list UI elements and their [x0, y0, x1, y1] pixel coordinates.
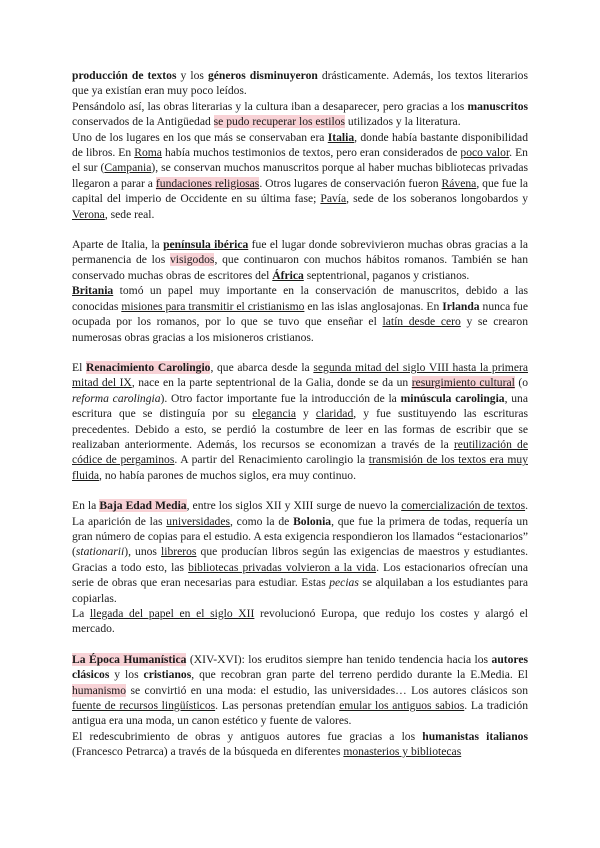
text-segment: Britania	[72, 284, 114, 298]
text-segment: Aparte de Italia, la	[72, 238, 164, 252]
text-segment: nunca fue ocupada por los romanos, por lo que se tuvo que enseñar el	[72, 299, 528, 329]
text-segment: stationarii	[75, 545, 125, 559]
text-segment: Bolonia	[293, 514, 332, 528]
paragraph-p5	[72, 283, 528, 345]
text-segment: Rávena	[441, 176, 477, 190]
text-segment: El redescubrimiento de obras y antiguos autores fue gracias a los	[72, 729, 423, 743]
text-segment: se pudo recuperar los estilos	[213, 115, 346, 129]
text-segment: ), unos	[124, 545, 162, 559]
text-segment: cristianos	[143, 668, 192, 682]
text-segment: , que abarca desde la	[210, 360, 314, 374]
text-segment: elegancia	[252, 407, 296, 421]
text-segment: emular los antiguos sabios	[339, 699, 465, 713]
text-segment: manuscritos	[467, 99, 528, 113]
text-segment: (	[514, 376, 523, 390]
text-segment: comercialización de textos	[401, 499, 526, 513]
text-segment: , que fue la capital del imperio de Occidente en su última fase;	[72, 176, 528, 206]
text-segment: reforma carolingia	[72, 391, 161, 405]
text-segment: se alquilaban a los estudiantes para copiarlas.	[72, 576, 528, 605]
paragraph-p2	[72, 99, 528, 130]
paragraph-gap	[72, 637, 528, 652]
text-segment: pecias	[329, 576, 359, 590]
document-page	[72, 68, 528, 760]
text-segment: humanistas italianos	[422, 729, 528, 743]
text-segment: que producían libros según las exigencias de maestros y estudiantes. Gracias a todo esto, las	[72, 545, 528, 574]
paragraph-p4	[72, 237, 528, 283]
text-segment: se convirtió en una moda: el estudio, las universidades… Los autores clásicos son	[126, 683, 528, 697]
text-segment: resurgimiento cultural	[411, 376, 515, 390]
text-segment: . La aparición de las	[72, 499, 528, 528]
text-segment: fundaciones religiosas	[155, 176, 260, 190]
paragraph-gap	[72, 222, 528, 237]
text-segment: revolucionó Europa, que redujo los costes y alargó el mercado.	[72, 607, 529, 636]
text-segment: conservados de la Antigüedad	[72, 115, 214, 129]
text-segment: bibliotecas privadas volvieron a la vida	[188, 560, 377, 574]
text-segment: . A partir del Renacimiento carolingio la	[174, 453, 369, 467]
text-segment: septentrional, paganos y cristianos.	[303, 268, 470, 282]
text-segment: , una escritura que se distinguía por su	[72, 391, 528, 421]
text-segment: tomó un papel muy importante en la conservación de manuscritos, debido a las conocidas	[72, 284, 528, 313]
paragraph-p7	[72, 498, 528, 606]
text-segment: reutilización de códice de pergaminos	[72, 437, 528, 467]
paragraph-p8	[72, 606, 528, 637]
text-segment: Italia	[327, 130, 355, 144]
text-segment: Uno de los lugares en los que más se conservaban era	[72, 130, 328, 144]
text-segment: , como la de	[230, 514, 294, 528]
text-segment: fue el lugar donde sobrevivieron muchas obras gracias a la permanencia de los	[72, 238, 528, 267]
text-segment: (XIV-XVI): los eruditos siempre han tenido tendencia hacia los	[186, 652, 492, 666]
text-segment: producción de textos	[72, 69, 177, 82]
text-segment: Verona	[72, 207, 105, 221]
text-segment: y los	[109, 668, 144, 682]
text-segment: , no había parones de muchos siglos, era muy continuo.	[99, 468, 356, 482]
paragraph-p1	[72, 68, 528, 99]
text-segment: universidades	[166, 514, 231, 528]
text-segment: fuente de recursos lingüísticos	[72, 699, 216, 713]
text-segment: géneros disminuyeron	[207, 69, 318, 82]
text-segment: humanismo	[72, 683, 127, 697]
text-segment: y se crearon numerosas obras gracias a los misioneros cristianos.	[72, 315, 529, 344]
text-segment: poco valor	[460, 146, 510, 160]
text-segment: . En el sur (	[72, 146, 528, 175]
text-segment: . Las personas pretendían	[215, 699, 340, 713]
text-segment: Renacimiento Carolingio	[85, 360, 211, 374]
text-segment: , que continuaron con muchos hábitos romanos. También se han conservado muchas obras de escritores del	[72, 253, 529, 282]
text-segment: Roma	[134, 146, 162, 160]
text-segment: ), se conservan muchos manuscritos porque al haber muchas bibliotecas privadas llegaron a parar a	[72, 161, 528, 190]
text-segment: (Francesco Petrarca) a través de la búsqueda en diferentes	[72, 745, 344, 759]
text-segment: había muchos testimonios de textos, pero eran considerados de	[161, 146, 461, 160]
text-segment: o	[522, 376, 528, 390]
text-segment: autores clásicos	[72, 652, 529, 682]
text-segment: . Otros lugares de conservación fueron	[259, 176, 442, 190]
text-segment: Baja Edad Media	[99, 499, 187, 513]
text-segment: monasterios y bibliotecas	[343, 745, 462, 759]
text-segment: segunda mitad del siglo VIII hasta la primera mitad del IX	[72, 360, 528, 390]
paragraph-p3	[72, 130, 528, 222]
text-segment: llegada del papel en el siglo XII	[89, 607, 255, 620]
text-segment: , nace en la parte septentrional de la Galia, donde se da un	[131, 376, 412, 390]
text-segment: Pensándolo así, las obras literarias y la cultura iban a desaparecer, pero gracias a los	[72, 99, 468, 113]
text-segment: y	[295, 407, 316, 421]
text-segment: , que fue la primera de todas, requería un gran número de copias para el estudio. A esta exigencia respondieron los llamados “estacionarios” (	[72, 514, 528, 559]
text-segment: . La tradición antigua era una moda, un canon estético y fuente de valores.	[72, 699, 529, 728]
text-segment: , donde había bastante disponibilidad de libros. En	[72, 130, 528, 160]
text-segment: latín desde cero	[382, 315, 461, 329]
text-segment: , que recobran gran parte del terreno perdido durante la E.Media. El	[191, 668, 528, 682]
text-segment: península ibérica	[163, 238, 249, 252]
text-segment: El	[72, 360, 86, 374]
text-segment: transmisión de los textos era muy fluida	[72, 453, 528, 482]
text-segment: , y fue sustituyendo las escrituras precedentes. Debido a esto, se perdió la costumbre de leer en las formas de escribir que se realizaban anteriormente. Además, los recursos se economizan a través de la	[72, 407, 528, 451]
paragraph-p6	[72, 360, 528, 483]
text-segment: drásticamente. Además, los textos literarios que ya existían eran muy poco leídos.	[72, 69, 528, 98]
text-segment: ). Otro factor importante fue la introducción de la	[160, 391, 401, 405]
text-segment: África	[272, 268, 304, 282]
paragraph-gap	[72, 483, 528, 498]
text-segment: En la	[72, 499, 100, 513]
text-segment: en las islas anglosajonas. En	[304, 299, 443, 313]
paragraph-p9	[72, 652, 528, 729]
text-segment: minúscula carolingia	[400, 391, 505, 405]
text-segment: , sede real.	[104, 207, 155, 221]
paragraph-p10	[72, 729, 528, 760]
text-segment: y los	[176, 69, 208, 82]
text-segment: La Época Humanística	[72, 652, 187, 666]
text-segment: Pavía	[320, 192, 347, 206]
text-segment: misiones para transmitir el cristianismo	[121, 299, 305, 313]
text-segment: La	[72, 607, 90, 620]
paragraph-gap	[72, 345, 528, 360]
text-segment: , entre los siglos XII y XIII surge de nuevo la	[186, 499, 402, 513]
text-segment: Irlanda	[442, 299, 480, 313]
text-segment: Campania	[104, 161, 152, 175]
text-segment: visigodos	[169, 253, 215, 267]
text-segment: , sede de los soberanos longobardos y	[346, 192, 529, 206]
text-segment: utilizados y la literatura.	[345, 115, 461, 129]
text-segment: . Los estacionarios ofrecían una serie de obras que eran necesarias para estudiar. Estas	[72, 560, 528, 590]
text-segment: libreros	[161, 545, 197, 559]
text-segment: claridad	[315, 407, 354, 421]
